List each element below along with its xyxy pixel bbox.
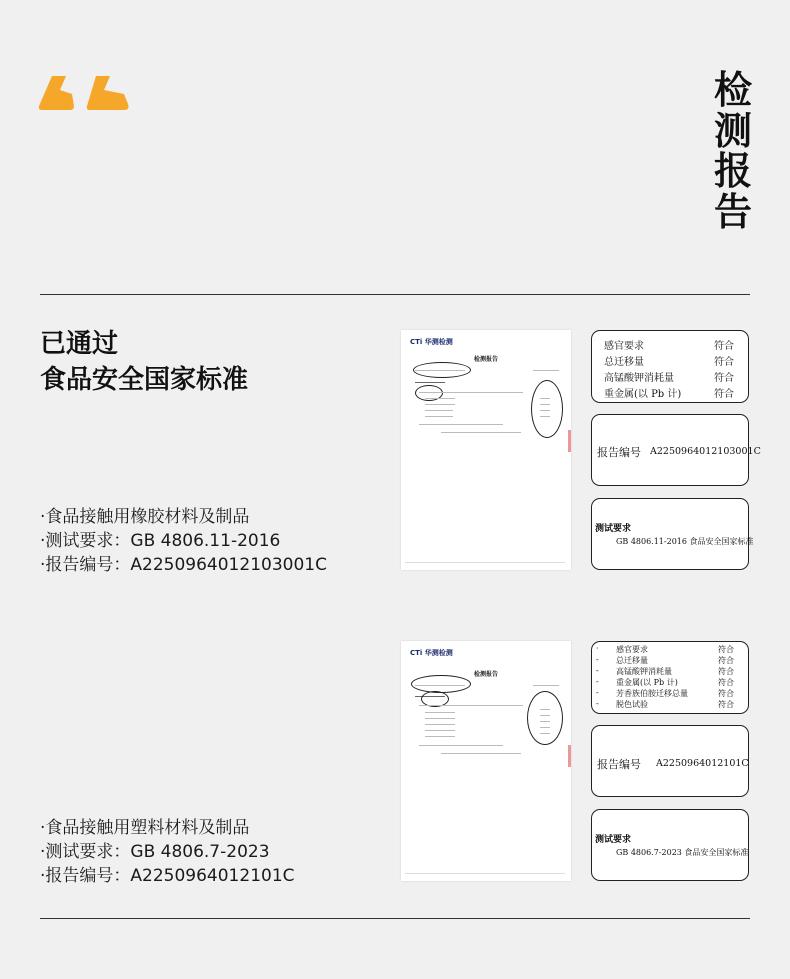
- highlight-ring: [413, 362, 471, 378]
- result-row: 重金属(以 Pb 计) 符合: [604, 389, 734, 400]
- stamp-mark: [568, 430, 571, 452]
- report-number-value: A2250964012103001C: [650, 446, 761, 457]
- product-specs-rubber: [40, 505, 327, 577]
- result-row: - 重金属(以 Pb 计) 符合: [596, 677, 734, 687]
- result-row: - 芳香族伯胺迁移总量 符合: [596, 688, 734, 698]
- test-requirement-card: [591, 809, 749, 881]
- highlight-ring: [411, 675, 471, 693]
- report-document-thumbnail: [401, 641, 571, 881]
- report-number-card: [591, 725, 749, 797]
- cti-brand: CTi 华测检测: [410, 649, 453, 657]
- doc-title: 检测报告: [473, 356, 498, 363]
- report-number-label: 报告编号: [597, 446, 641, 459]
- result-row: 感官要求 符合: [604, 341, 734, 352]
- title-char: 检: [713, 68, 752, 112]
- results-card: [591, 330, 749, 403]
- result-row: · 感官要求 符合: [596, 644, 734, 654]
- test-requirement-value: GB 4806.7-2023 食品安全国家标准: [616, 848, 749, 857]
- test-requirement-value: GB 4806.11-2016 食品安全国家标准: [616, 537, 754, 546]
- stamp-mark: [568, 745, 571, 767]
- headline-line2: 食品安全国家标准: [40, 365, 249, 395]
- spec-report-number: ·报告编号：A2250964012101C: [40, 866, 295, 886]
- spec-material: ·食品接触用橡胶材料及制品: [40, 507, 250, 527]
- test-requirement-card: [591, 498, 754, 570]
- result-row: - 高锰酸钾消耗量 符合: [596, 666, 734, 676]
- result-row: 高锰酸钾消耗量 符合: [604, 373, 734, 384]
- result-row: 总迁移量 符合: [604, 357, 734, 368]
- divider-bottom: [40, 918, 750, 919]
- headline-line1: 已通过: [40, 329, 119, 359]
- report-number-value: A2250964012101C: [656, 758, 749, 769]
- title-char: 报: [713, 149, 752, 194]
- results-card: [591, 641, 749, 714]
- spec-test-requirement: ·测试要求：GB 4806.11-2016: [40, 531, 281, 551]
- test-requirement-label: 测试要求: [595, 835, 632, 845]
- spec-material: ·食品接触用塑料材料及制品: [40, 818, 250, 838]
- result-row: - 脱色试验 符合: [596, 699, 734, 709]
- cti-brand: CTi 华测检测: [410, 338, 453, 346]
- page-title: [708, 70, 758, 233]
- spec-test-requirement: ·测试要求：GB 4806.7-2023: [40, 842, 270, 862]
- divider-top: [40, 294, 750, 295]
- quote-mark-icon: [38, 74, 130, 114]
- title-char: 告: [713, 189, 752, 234]
- title-char: 测: [713, 108, 752, 153]
- highlight-ring: [531, 380, 563, 438]
- doc-title: 检测报告: [473, 671, 498, 678]
- report-number-card: [591, 414, 761, 486]
- highlight-ring: [527, 691, 563, 745]
- report-document-thumbnail: [401, 330, 571, 570]
- product-specs-plastic: [40, 816, 295, 888]
- result-row: - 总迁移量 符合: [596, 655, 734, 665]
- test-requirement-label: 测试要求: [595, 524, 632, 534]
- report-number-label: 报告编号: [597, 758, 641, 771]
- headline: [40, 326, 248, 398]
- spec-report-number: ·报告编号：A2250964012103001C: [40, 555, 327, 575]
